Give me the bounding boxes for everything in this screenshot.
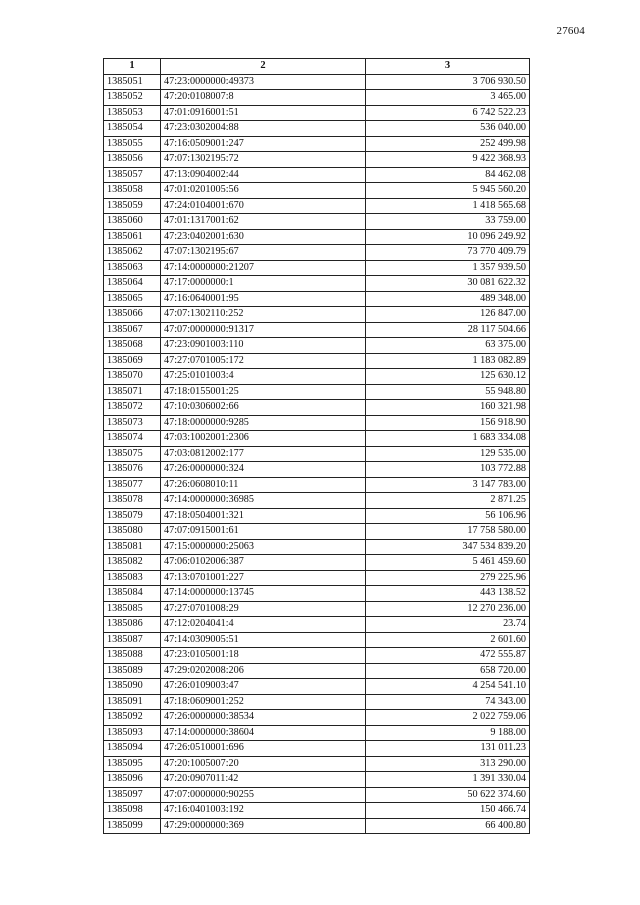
value-cell: 74 343.00 <box>366 694 530 710</box>
row-id-cell: 1385087 <box>104 632 161 648</box>
table-row <box>104 152 530 168</box>
row-id-cell: 1385098 <box>104 803 161 819</box>
cadastral-number-cell: 47:27:0701008:29 <box>161 601 366 617</box>
cadastral-number-cell: 47:27:0701005:172 <box>161 353 366 369</box>
row-id-cell: 1385062 <box>104 245 161 261</box>
row-id-cell: 1385099 <box>104 818 161 834</box>
table-row <box>104 787 530 803</box>
table-row <box>104 307 530 323</box>
row-id-cell: 1385092 <box>104 710 161 726</box>
table-row <box>104 353 530 369</box>
value-cell: 1 391 330.04 <box>366 772 530 788</box>
cadastral-number-cell: 47:06:0102006:387 <box>161 555 366 571</box>
row-id-cell: 1385093 <box>104 725 161 741</box>
value-cell: 66 400.80 <box>366 818 530 834</box>
value-cell: 9 188.00 <box>366 725 530 741</box>
value-cell: 73 770 409.79 <box>366 245 530 261</box>
value-cell: 84 462.08 <box>366 167 530 183</box>
table-row <box>104 446 530 462</box>
cadastral-number-cell: 47:13:0701001:227 <box>161 570 366 586</box>
cadastral-number-cell: 47:23:0302004:88 <box>161 121 366 137</box>
table-row <box>104 570 530 586</box>
table-row <box>104 167 530 183</box>
cadastral-number-cell: 47:26:0000000:38534 <box>161 710 366 726</box>
table-row <box>104 772 530 788</box>
cadastral-number-cell: 47:20:0108007:8 <box>161 90 366 106</box>
row-id-cell: 1385082 <box>104 555 161 571</box>
row-id-cell: 1385076 <box>104 462 161 478</box>
table-row <box>104 601 530 617</box>
cadastral-number-cell: 47:16:0401003:192 <box>161 803 366 819</box>
table-body <box>104 74 530 834</box>
table-row <box>104 725 530 741</box>
table-row <box>104 508 530 524</box>
row-id-cell: 1385073 <box>104 415 161 431</box>
value-cell: 2 601.60 <box>366 632 530 648</box>
value-cell: 17 758 580.00 <box>366 524 530 540</box>
value-cell: 125 630.12 <box>366 369 530 385</box>
table-row <box>104 276 530 292</box>
table-row <box>104 493 530 509</box>
value-cell: 28 117 504.66 <box>366 322 530 338</box>
row-id-cell: 1385056 <box>104 152 161 168</box>
value-cell: 279 225.96 <box>366 570 530 586</box>
row-id-cell: 1385078 <box>104 493 161 509</box>
row-id-cell: 1385067 <box>104 322 161 338</box>
value-cell: 489 348.00 <box>366 291 530 307</box>
table-row <box>104 322 530 338</box>
table-row <box>104 710 530 726</box>
row-id-cell: 1385096 <box>104 772 161 788</box>
value-cell: 536 040.00 <box>366 121 530 137</box>
value-cell: 150 466.74 <box>366 803 530 819</box>
cadastral-number-cell: 47:14:0000000:38604 <box>161 725 366 741</box>
value-cell: 129 535.00 <box>366 446 530 462</box>
row-id-cell: 1385091 <box>104 694 161 710</box>
cadastral-number-cell: 47:29:0202008:206 <box>161 663 366 679</box>
table-row <box>104 384 530 400</box>
row-id-cell: 1385083 <box>104 570 161 586</box>
row-id-cell: 1385061 <box>104 229 161 245</box>
cadastral-number-cell: 47:16:0509001:247 <box>161 136 366 152</box>
cadastral-number-cell: 47:15:0000000:25063 <box>161 539 366 555</box>
cadastral-number-cell: 47:17:0000000:1 <box>161 276 366 292</box>
cadastral-number-cell: 47:07:1302195:67 <box>161 245 366 261</box>
row-id-cell: 1385077 <box>104 477 161 493</box>
cadastral-number-cell: 47:10:0306002:66 <box>161 400 366 416</box>
row-id-cell: 1385070 <box>104 369 161 385</box>
value-cell: 3 465.00 <box>366 90 530 106</box>
table-row <box>104 586 530 602</box>
row-id-cell: 1385053 <box>104 105 161 121</box>
cadastral-number-cell: 47:01:1317001:62 <box>161 214 366 230</box>
data-table <box>103 58 530 834</box>
table-row <box>104 555 530 571</box>
cadastral-number-cell: 47:07:0915001:61 <box>161 524 366 540</box>
value-cell: 33 759.00 <box>366 214 530 230</box>
value-cell: 1 183 082.89 <box>366 353 530 369</box>
row-id-cell: 1385072 <box>104 400 161 416</box>
table-row <box>104 291 530 307</box>
row-id-cell: 1385085 <box>104 601 161 617</box>
cadastral-number-cell: 47:12:0204041:4 <box>161 617 366 633</box>
table-row <box>104 121 530 137</box>
cadastral-number-cell: 47:26:0608010:11 <box>161 477 366 493</box>
table-row <box>104 369 530 385</box>
value-cell: 2 022 759.06 <box>366 710 530 726</box>
row-id-cell: 1385090 <box>104 679 161 695</box>
row-id-cell: 1385088 <box>104 648 161 664</box>
cadastral-number-cell: 47:18:0000000:9285 <box>161 415 366 431</box>
cadastral-number-cell: 47:26:0510001:696 <box>161 741 366 757</box>
value-cell: 1 683 334.08 <box>366 431 530 447</box>
value-cell: 30 081 622.32 <box>366 276 530 292</box>
table-row <box>104 183 530 199</box>
table-row <box>104 214 530 230</box>
cadastral-number-cell: 47:18:0155001:25 <box>161 384 366 400</box>
table-row <box>104 632 530 648</box>
row-id-cell: 1385054 <box>104 121 161 137</box>
value-cell: 23.74 <box>366 617 530 633</box>
table-row <box>104 245 530 261</box>
cadastral-number-cell: 47:16:0640001:95 <box>161 291 366 307</box>
cadastral-number-cell: 47:25:0101003:4 <box>161 369 366 385</box>
row-id-cell: 1385060 <box>104 214 161 230</box>
table-row <box>104 524 530 540</box>
cadastral-number-cell: 47:01:0201005:56 <box>161 183 366 199</box>
value-cell: 55 948.80 <box>366 384 530 400</box>
cadastral-number-cell: 47:14:0309005:51 <box>161 632 366 648</box>
value-cell: 10 096 249.92 <box>366 229 530 245</box>
cadastral-number-cell: 47:18:0504001:321 <box>161 508 366 524</box>
cadastral-number-cell: 47:24:0104001:670 <box>161 198 366 214</box>
table-row <box>104 400 530 416</box>
table-row <box>104 431 530 447</box>
table-row <box>104 198 530 214</box>
value-cell: 252 499.98 <box>366 136 530 152</box>
row-id-cell: 1385080 <box>104 524 161 540</box>
row-id-cell: 1385063 <box>104 260 161 276</box>
row-id-cell: 1385055 <box>104 136 161 152</box>
table-row <box>104 679 530 695</box>
row-id-cell: 1385081 <box>104 539 161 555</box>
table-row <box>104 229 530 245</box>
value-cell: 347 534 839.20 <box>366 539 530 555</box>
table-row <box>104 105 530 121</box>
cadastral-number-cell: 47:20:0907011:42 <box>161 772 366 788</box>
table-row <box>104 741 530 757</box>
table-row <box>104 74 530 90</box>
table-row <box>104 462 530 478</box>
value-cell: 6 742 522.23 <box>366 105 530 121</box>
cadastral-number-cell: 47:23:0402001:630 <box>161 229 366 245</box>
row-id-cell: 1385095 <box>104 756 161 772</box>
row-id-cell: 1385065 <box>104 291 161 307</box>
cadastral-number-cell: 47:18:0609001:252 <box>161 694 366 710</box>
table-row <box>104 338 530 354</box>
cadastral-number-cell: 47:03:1002001:2306 <box>161 431 366 447</box>
row-id-cell: 1385074 <box>104 431 161 447</box>
column-header-2: 2 <box>161 59 366 75</box>
cadastral-number-cell: 47:07:1302195:72 <box>161 152 366 168</box>
value-cell: 160 321.98 <box>366 400 530 416</box>
value-cell: 56 106.96 <box>366 508 530 524</box>
table-row <box>104 415 530 431</box>
cadastral-number-cell: 47:20:1005007:20 <box>161 756 366 772</box>
table-header-row <box>104 59 530 75</box>
table-row <box>104 648 530 664</box>
value-cell: 5 945 560.20 <box>366 183 530 199</box>
cadastral-number-cell: 47:23:0000000:49373 <box>161 74 366 90</box>
row-id-cell: 1385089 <box>104 663 161 679</box>
row-id-cell: 1385069 <box>104 353 161 369</box>
table-row <box>104 663 530 679</box>
value-cell: 126 847.00 <box>366 307 530 323</box>
cadastral-number-cell: 47:07:0000000:91317 <box>161 322 366 338</box>
row-id-cell: 1385057 <box>104 167 161 183</box>
value-cell: 63 375.00 <box>366 338 530 354</box>
table-row <box>104 90 530 106</box>
row-id-cell: 1385094 <box>104 741 161 757</box>
column-header-1: 1 <box>104 59 161 75</box>
table-row <box>104 539 530 555</box>
cadastral-number-cell: 47:29:0000000:369 <box>161 818 366 834</box>
row-id-cell: 1385084 <box>104 586 161 602</box>
cadastral-number-cell: 47:07:1302110:252 <box>161 307 366 323</box>
value-cell: 156 918.90 <box>366 415 530 431</box>
row-id-cell: 1385068 <box>104 338 161 354</box>
page-number: 27604 <box>556 25 585 37</box>
table-row <box>104 818 530 834</box>
value-cell: 9 422 368.93 <box>366 152 530 168</box>
table-row <box>104 694 530 710</box>
value-cell: 3 706 930.50 <box>366 74 530 90</box>
value-cell: 2 871.25 <box>366 493 530 509</box>
value-cell: 5 461 459.60 <box>366 555 530 571</box>
value-cell: 103 772.88 <box>366 462 530 478</box>
value-cell: 131 011.23 <box>366 741 530 757</box>
row-id-cell: 1385066 <box>104 307 161 323</box>
cadastral-number-cell: 47:14:0000000:21207 <box>161 260 366 276</box>
value-cell: 313 290.00 <box>366 756 530 772</box>
row-id-cell: 1385097 <box>104 787 161 803</box>
cadastral-number-cell: 47:26:0109003:47 <box>161 679 366 695</box>
table-row <box>104 756 530 772</box>
value-cell: 472 555.87 <box>366 648 530 664</box>
row-id-cell: 1385075 <box>104 446 161 462</box>
table-row <box>104 136 530 152</box>
table-row <box>104 617 530 633</box>
table-row <box>104 477 530 493</box>
table-row <box>104 803 530 819</box>
cadastral-number-cell: 47:23:0901003:110 <box>161 338 366 354</box>
row-id-cell: 1385058 <box>104 183 161 199</box>
row-id-cell: 1385064 <box>104 276 161 292</box>
cadastral-number-cell: 47:01:0916001:51 <box>161 105 366 121</box>
cadastral-number-cell: 47:13:0904002:44 <box>161 167 366 183</box>
value-cell: 50 622 374.60 <box>366 787 530 803</box>
value-cell: 1 357 939.50 <box>366 260 530 276</box>
cadastral-number-cell: 47:23:0105001:18 <box>161 648 366 664</box>
row-id-cell: 1385051 <box>104 74 161 90</box>
value-cell: 12 270 236.00 <box>366 601 530 617</box>
cadastral-number-cell: 47:14:0000000:36985 <box>161 493 366 509</box>
table-row <box>104 260 530 276</box>
cadastral-number-cell: 47:07:0000000:90255 <box>161 787 366 803</box>
row-id-cell: 1385079 <box>104 508 161 524</box>
value-cell: 1 418 565.68 <box>366 198 530 214</box>
cadastral-number-cell: 47:26:0000000:324 <box>161 462 366 478</box>
cadastral-number-cell: 47:14:0000000:13745 <box>161 586 366 602</box>
cadastral-number-cell: 47:03:0812002:177 <box>161 446 366 462</box>
row-id-cell: 1385059 <box>104 198 161 214</box>
row-id-cell: 1385052 <box>104 90 161 106</box>
value-cell: 443 138.52 <box>366 586 530 602</box>
value-cell: 3 147 783.00 <box>366 477 530 493</box>
row-id-cell: 1385071 <box>104 384 161 400</box>
row-id-cell: 1385086 <box>104 617 161 633</box>
value-cell: 658 720.00 <box>366 663 530 679</box>
value-cell: 4 254 541.10 <box>366 679 530 695</box>
column-header-3: 3 <box>366 59 530 75</box>
